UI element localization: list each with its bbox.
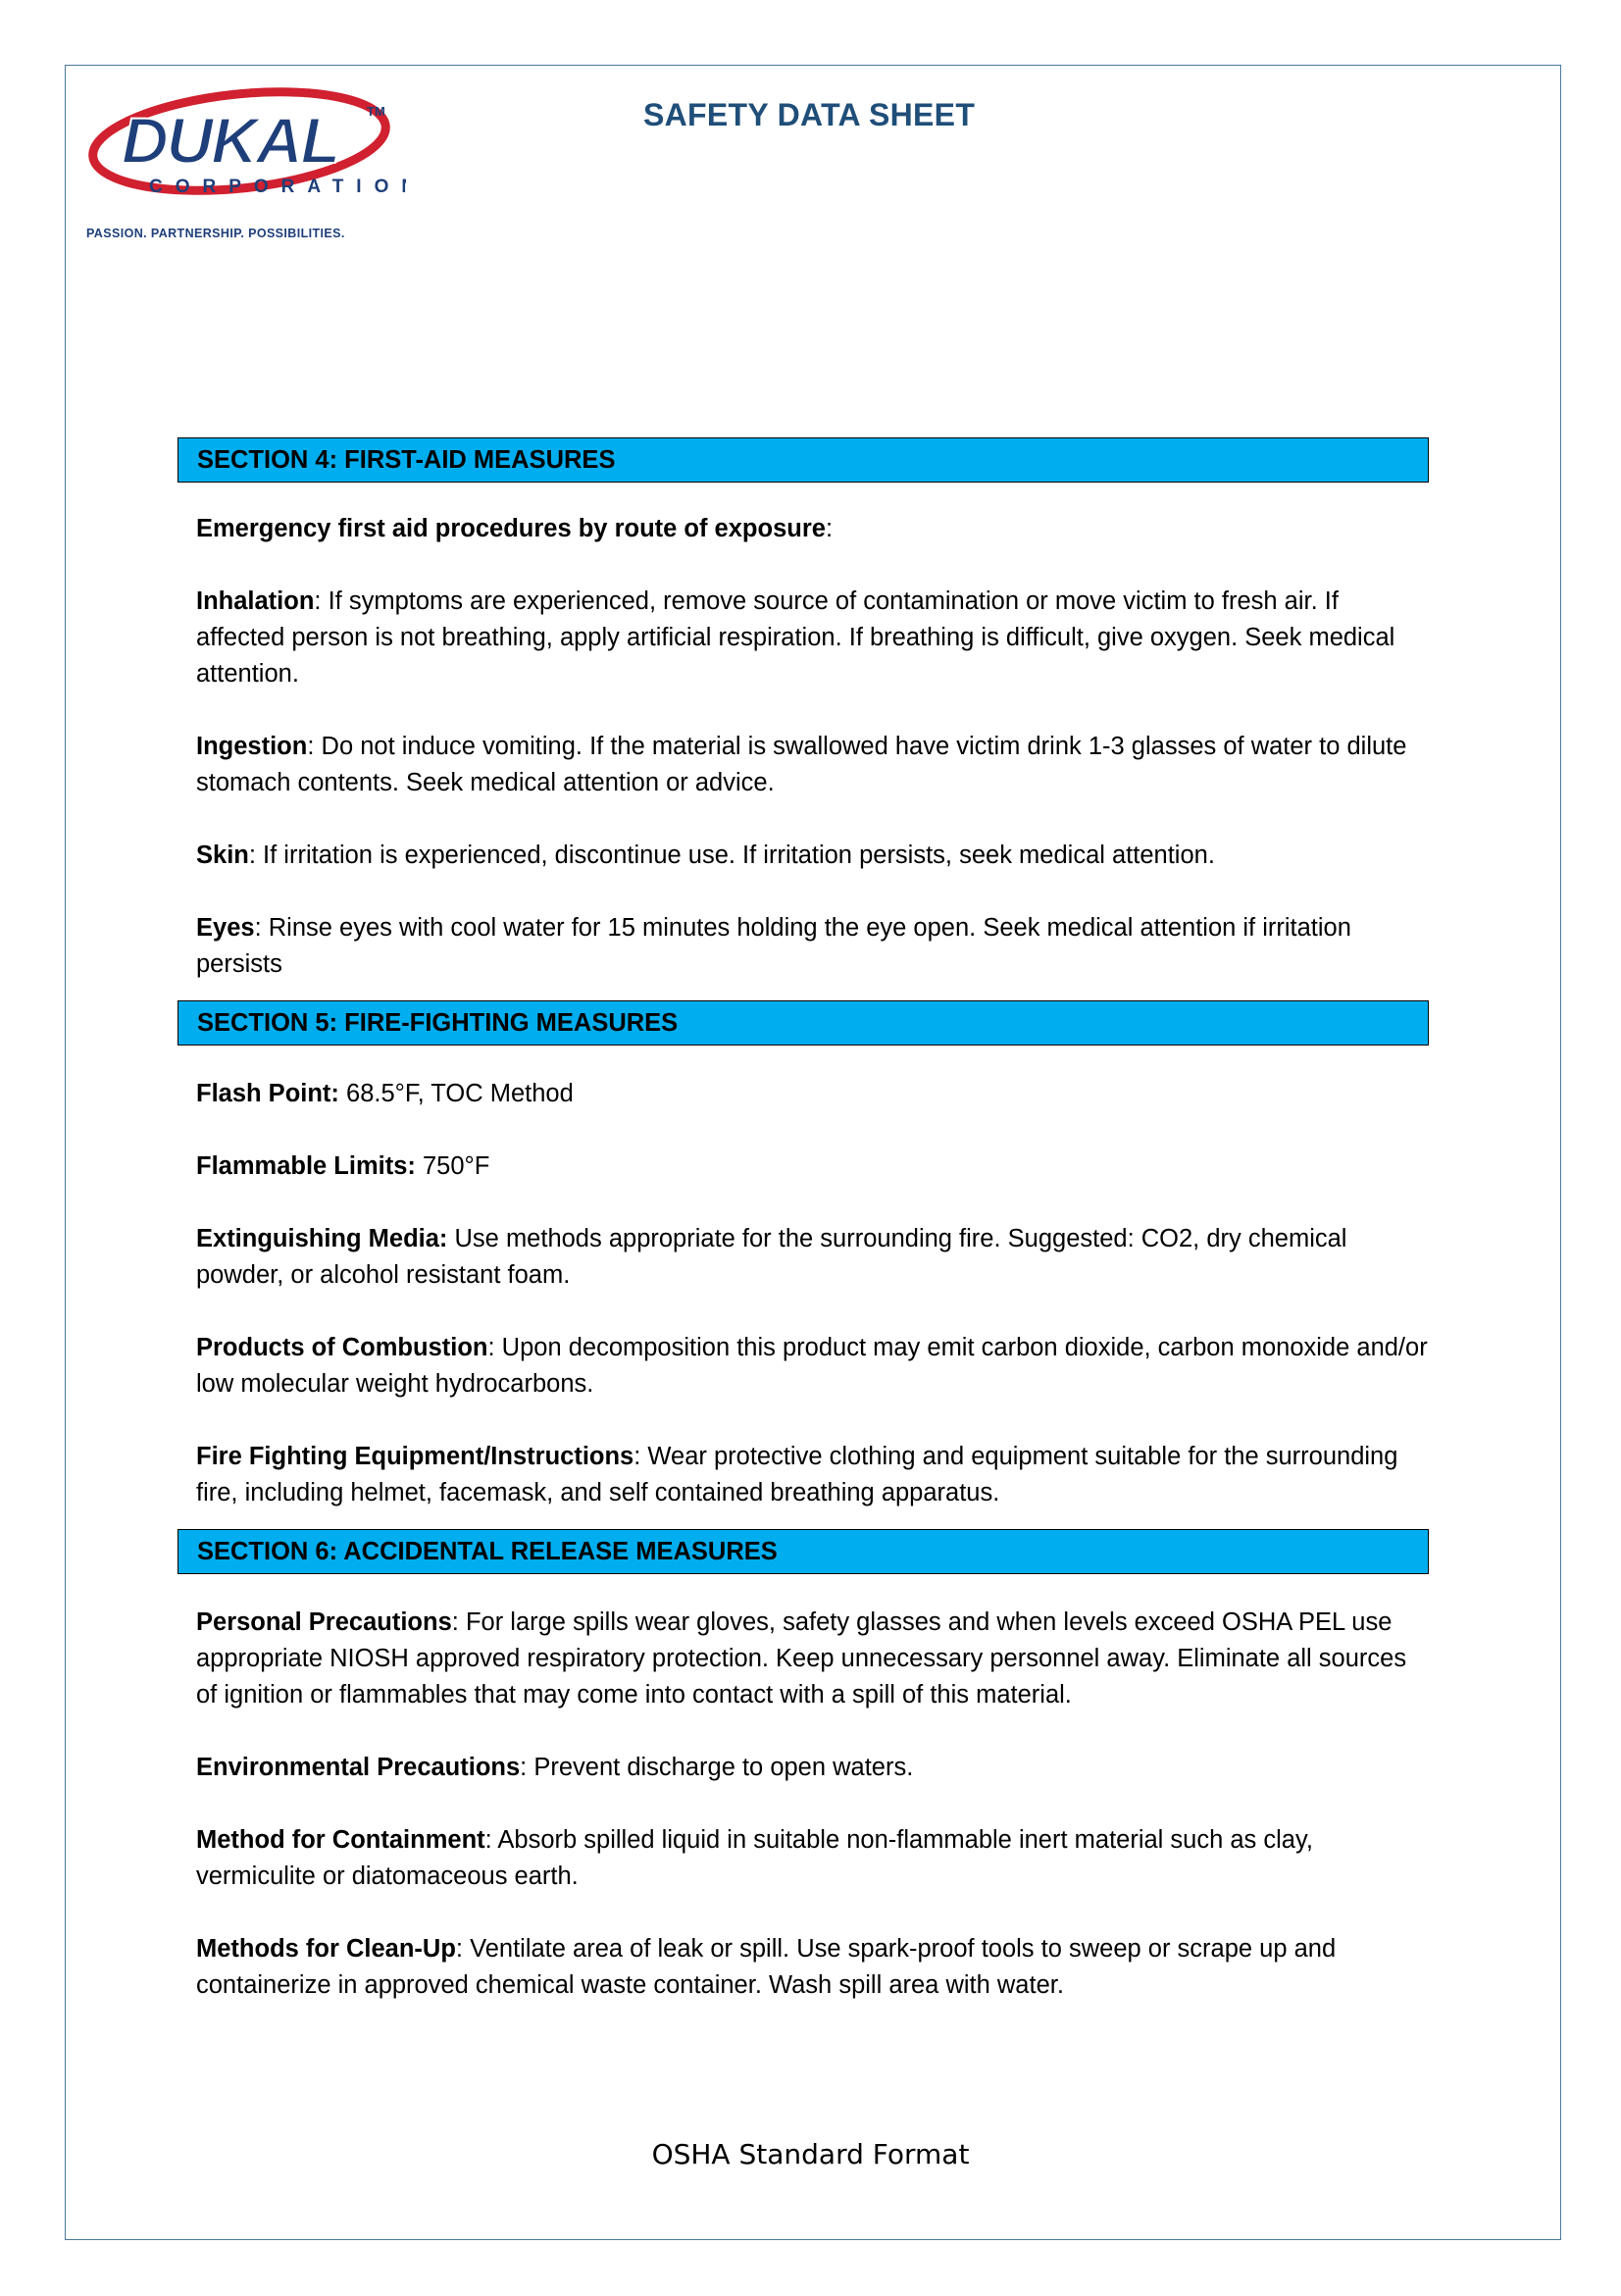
paragraph-label: Eyes (196, 914, 255, 942)
paragraph-flash-point: Flash Point: 68.5°F, TOC Method (196, 1080, 574, 1107)
logo-subtitle: CORPORATION (149, 177, 406, 197)
paragraph-label: Products of Combustion (196, 1334, 488, 1361)
section-heading: SECTION 6: ACCIDENTAL RELEASE MEASURES (197, 1537, 778, 1565)
paragraph-personal-precautions: Personal Precautions: For large spills wear gloves, safety glasses and when levels exceed OSHA PEL use appropriate NIOSH approved respiratory protection. Keep unnecessary personnel away. Eliminate all sources of ignition or flammables that may come into contact with a spill of this material. (196, 1608, 1407, 1709)
company-logo (82, 82, 406, 249)
paragraph-emergency: Emergency first aid procedures by route of exposure: (196, 515, 834, 542)
paragraph-products-of-combustion: Products of Combustion: Upon decomposition this product may emit carbon dioxide, carbon monoxide and/or low molecular weight hydrocarbons. (196, 1334, 1428, 1398)
document-title: SAFETY DATA SHEET (643, 97, 976, 132)
paragraph-skin: Skin: If irritation is experienced, discontinue use. If irritation persists, seek medical attention. (196, 842, 1215, 869)
paragraph-ingestion: Ingestion: Do not induce vomiting. If the material is swallowed have victim drink 1-3 glasses of water to dilute stomach contents. Seek medical attention or advice. (196, 733, 1407, 796)
paragraph-label: Environmental Precautions (196, 1754, 521, 1781)
section-heading: SECTION 4: FIRST-AID MEASURES (197, 445, 616, 474)
paragraph-method-for-containment: Method for Containment: Absorb spilled liquid in suitable non-flammable inert material such as clay, vermiculite or diatomaceous earth. (196, 1826, 1313, 1890)
paragraph-inhalation: Inhalation: If symptoms are experienced, remove source of contamination or move victim to fresh air. If affected person is not breathing, apply artificial respiration. If breathing is difficult, give oxygen. Seek medical attention. (196, 587, 1395, 688)
paragraph-flammable-limits: Flammable Limits: 750°F (196, 1152, 490, 1180)
paragraph-label: Skin (196, 842, 249, 869)
paragraph-label: Extinguishing Media: (196, 1225, 448, 1252)
section-6-header (177, 1529, 1429, 1574)
logo-graphic (82, 82, 406, 249)
document-body (196, 437, 1432, 2004)
paragraph-label: Personal Precautions (196, 1608, 452, 1636)
logo-tagline: PASSION. PARTNERSHIP. POSSIBILITIES. (86, 227, 345, 240)
paragraph-eyes: Eyes: Rinse eyes with cool water for 15 minutes holding the eye open. Seek medical attention if irritation persists (196, 914, 1351, 978)
paragraph-label: Flash Point: (196, 1080, 339, 1107)
section-5-header (177, 1000, 1429, 1046)
logo-trademark: TM (367, 104, 385, 119)
paragraph-fire-fighting-equipment: Fire Fighting Equipment/Instructions: Wear protective clothing and equipment suitable for the surrounding fire, including helmet, facemask, and self contained breathing apparatus. (196, 1443, 1398, 1506)
section-4-header (177, 437, 1429, 483)
paragraph-methods-for-clean-up: Methods for Clean-Up: Ventilate area of leak or spill. Use spark-proof tools to sweep or scrape up and containerize in approved chemical waste container. Wash spill area with water. (196, 1935, 1337, 1999)
paragraph-extinguishing-media: Extinguishing Media: Use methods appropriate for the surrounding fire. Suggested: CO2, dry chemical powder, or alcohol resistant foam. (196, 1225, 1347, 1289)
paragraph-label: Ingestion (196, 733, 308, 760)
paragraph-label: Methods for Clean-Up (196, 1935, 456, 1963)
section-heading: SECTION 5: FIRE-FIGHTING MEASURES (197, 1008, 679, 1037)
paragraph-label: Emergency first aid procedures by route of exposure (196, 515, 826, 542)
paragraph-environmental-precautions: Environmental Precautions: Prevent discharge to open waters. (196, 1754, 914, 1781)
logo-wordmark: DUKAL (122, 104, 338, 177)
paragraph-label: Fire Fighting Equipment/Instructions (196, 1443, 634, 1470)
paragraph-label: Method for Containment (196, 1826, 485, 1854)
page-footer: OSHA Standard Format (651, 2138, 970, 2170)
paragraph-label: Inhalation (196, 587, 315, 615)
paragraph-label: Flammable Limits: (196, 1152, 416, 1180)
